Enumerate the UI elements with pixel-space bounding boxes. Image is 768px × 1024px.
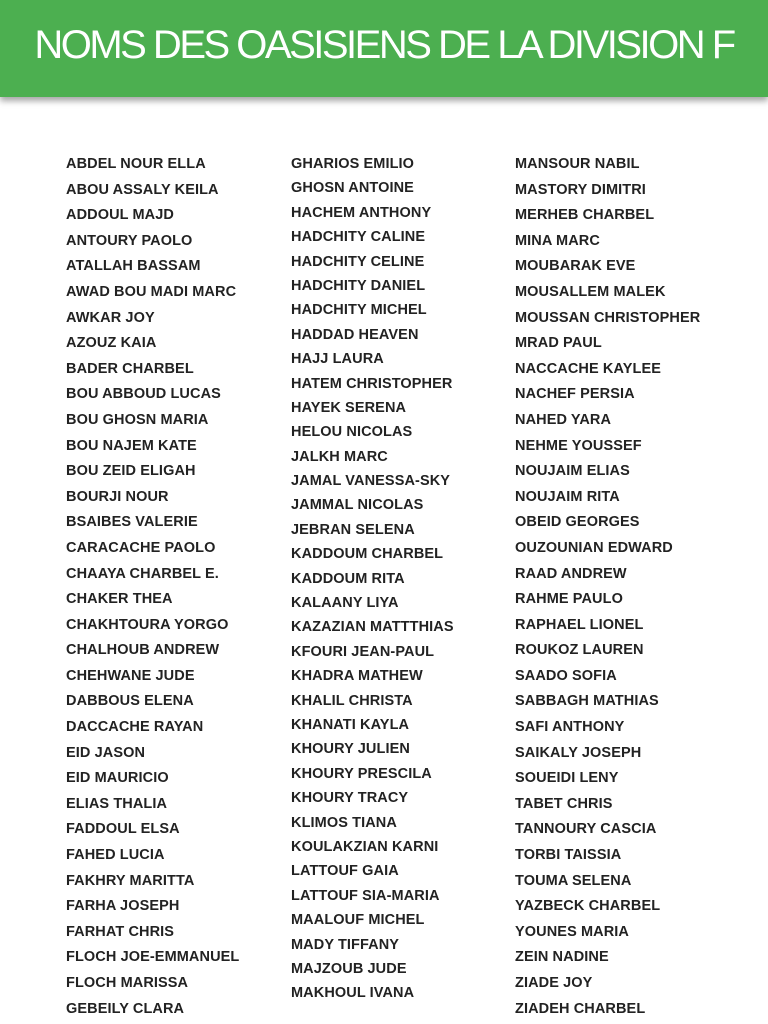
name-item: HELOU NICOLAS bbox=[291, 424, 413, 441]
name-item: KALAANY LIYA bbox=[291, 595, 399, 612]
name-item: NACCACHE KAYLEE bbox=[515, 360, 661, 377]
name-item: ZIADE JOY bbox=[515, 975, 593, 991]
name-item: DACCACHE RAYAN bbox=[66, 719, 204, 736]
name-item: EID MAURICIO bbox=[66, 770, 169, 787]
title-banner bbox=[0, 0, 768, 97]
name-item: GHOSN ANTOINE bbox=[291, 180, 414, 197]
name-item: KADDOUM CHARBEL bbox=[291, 546, 444, 563]
name-item: KOULAKZIAN KARNI bbox=[291, 838, 439, 855]
name-item: HAYEK SERENA bbox=[291, 399, 407, 416]
name-item: NEHME YOUSSEF bbox=[515, 437, 642, 454]
name-item: BOURJI NOUR bbox=[66, 488, 169, 505]
name-item: OUZOUNIAN EDWARD bbox=[515, 539, 673, 556]
name-item: ZEIN NADINE bbox=[515, 949, 609, 966]
name-item: JAMAL VANESSA-SKY bbox=[291, 473, 451, 490]
name-item: MADY TIFFANY bbox=[291, 936, 400, 953]
name-item: SAFI ANTHONY bbox=[515, 719, 625, 736]
name-item: MOUBARAK EVE bbox=[515, 258, 636, 275]
name-item: DABBOUS ELENA bbox=[66, 693, 194, 710]
name-item: HAJJ LAURA bbox=[291, 351, 384, 368]
name-item: KHALIL CHRISTA bbox=[291, 692, 413, 709]
name-item: MAJZOUB JUDE bbox=[291, 960, 407, 977]
name-item: FAHED LUCIA bbox=[66, 847, 165, 864]
names-column-3 bbox=[515, 152, 700, 1022]
name-item: HADCHITY DANIEL bbox=[291, 277, 426, 294]
name-item: NOUJAIM RITA bbox=[515, 488, 620, 505]
name-item: CHALHOUB ANDREW bbox=[66, 642, 220, 659]
name-item: ABOU ASSALY KEILA bbox=[66, 181, 219, 198]
name-item: KADDOUM RITA bbox=[291, 570, 405, 587]
name-item: HADCHITY MICHEL bbox=[291, 302, 427, 319]
name-item: MOUSALLEM MALEK bbox=[515, 283, 666, 300]
name-item: OBEID GEORGES bbox=[515, 514, 640, 531]
name-item: FADDOUL ELSA bbox=[66, 821, 180, 838]
name-item: ABDEL NOUR ELLA bbox=[66, 156, 206, 172]
name-item: HADDAD HEAVEN bbox=[291, 326, 419, 343]
name-item: FLOCH JOE-EMMANUEL bbox=[66, 949, 240, 966]
name-item: CHAAYA CHARBEL E. bbox=[66, 565, 219, 582]
name-item: BOU ZEID ELIGAH bbox=[66, 463, 196, 480]
name-item: KHANATI KAYLA bbox=[291, 716, 410, 733]
name-item: MASTORY DIMITRI bbox=[515, 181, 646, 198]
name-item: HADCHITY CELINE bbox=[291, 253, 425, 270]
name-item: BSAIBES VALERIE bbox=[66, 514, 198, 531]
name-item: ZIADEH CHARBEL bbox=[515, 1000, 646, 1017]
name-item: ANTOURY PAOLO bbox=[66, 232, 193, 249]
name-item: KAZAZIAN MATTTHIAS bbox=[291, 619, 454, 636]
name-item: MERHEB CHARBEL bbox=[515, 207, 655, 224]
name-item: TORBI TAISSIA bbox=[515, 847, 622, 864]
name-item: TABET CHRIS bbox=[515, 795, 613, 812]
name-item: SAADO SOFIA bbox=[515, 667, 617, 684]
name-item: JALKH MARC bbox=[291, 448, 388, 465]
name-item: HATEM CHRISTOPHER bbox=[291, 375, 453, 392]
name-item: TOUMA SELENA bbox=[515, 872, 632, 889]
name-item: SAIKALY JOSEPH bbox=[515, 744, 642, 761]
name-item: MOUSSAN CHRISTOPHER bbox=[515, 309, 701, 326]
name-item: NOUJAIM ELIAS bbox=[515, 463, 630, 480]
name-item: CARACACHE PAOLO bbox=[66, 539, 216, 556]
name-item: LATTOUF SIA-MARIA bbox=[291, 887, 440, 904]
name-item: MANSOUR NABIL bbox=[515, 156, 640, 172]
name-item: ELIAS THALIA bbox=[66, 795, 168, 812]
name-item: MINA MARC bbox=[515, 232, 600, 249]
name-item: MAKHOUL IVANA bbox=[291, 985, 415, 1002]
name-item: KHOURY JULIEN bbox=[291, 741, 410, 758]
name-item: AWAD BOU MADI MARC bbox=[66, 283, 237, 300]
name-item: KHADRA MATHEW bbox=[291, 668, 423, 685]
name-item: FARHAT CHRIS bbox=[66, 923, 175, 940]
name-item: JEBRAN SELENA bbox=[291, 521, 415, 538]
name-item: RAPHAEL LIONEL bbox=[515, 616, 644, 633]
name-item: KFOURI JEAN-PAUL bbox=[291, 643, 435, 660]
name-item: ADDOUL MAJD bbox=[66, 207, 174, 224]
name-item: EID JASON bbox=[66, 744, 146, 761]
name-item: HADCHITY CALINE bbox=[291, 229, 426, 246]
name-item: CHAKHTOURA YORGO bbox=[66, 616, 229, 633]
name-item: FAKHRY MARITTA bbox=[66, 872, 195, 889]
name-item: FLOCH MARISSA bbox=[66, 975, 189, 991]
name-item: SOUEIDI LENY bbox=[515, 770, 619, 787]
names-column-2 bbox=[291, 152, 454, 1006]
name-item: NAHED YARA bbox=[515, 411, 612, 428]
name-item: KLIMOS TIANA bbox=[291, 814, 397, 831]
name-item: HACHEM ANTHONY bbox=[291, 204, 432, 221]
name-item: KHOURY PRESCILA bbox=[291, 765, 432, 782]
name-item: LATTOUF GAIA bbox=[291, 863, 399, 880]
name-item: BOU NAJEM KATE bbox=[66, 437, 197, 454]
name-item: TANNOURY CASCIA bbox=[515, 821, 657, 838]
name-item: KHOURY TRACY bbox=[291, 790, 409, 807]
name-item: RAAD ANDREW bbox=[515, 565, 627, 582]
name-item: YOUNES MARIA bbox=[515, 923, 629, 940]
name-item: MAALOUF MICHEL bbox=[291, 912, 425, 929]
name-item: BOU ABBOUD LUCAS bbox=[66, 386, 221, 403]
name-item: ATALLAH BASSAM bbox=[66, 258, 201, 275]
name-item: MRAD PAUL bbox=[515, 335, 602, 352]
name-item: GEBEILY CLARA bbox=[66, 1000, 185, 1017]
name-item: FARHA JOSEPH bbox=[66, 898, 180, 915]
name-item: BADER CHARBEL bbox=[66, 360, 194, 377]
name-item: NACHEF PERSIA bbox=[515, 386, 635, 403]
name-item: CHEHWANE JUDE bbox=[66, 667, 195, 684]
name-item: YAZBECK CHARBEL bbox=[515, 898, 661, 915]
name-item: RAHME PAULO bbox=[515, 591, 623, 608]
name-item: ROUKOZ LAUREN bbox=[515, 642, 644, 659]
names-column-1 bbox=[66, 152, 239, 1022]
name-item: AZOUZ KAIA bbox=[66, 335, 157, 352]
name-item: JAMMAL NICOLAS bbox=[291, 497, 424, 514]
name-item: CHAKER THEA bbox=[66, 591, 173, 608]
name-item: SABBAGH MATHIAS bbox=[515, 693, 659, 710]
name-item: AWKAR JOY bbox=[66, 309, 155, 326]
name-item: BOU GHOSN MARIA bbox=[66, 411, 209, 428]
page-title: NOMS DES OASISIENS DE LA DIVISION F bbox=[34, 23, 734, 67]
name-item: GHARIOS EMILIO bbox=[291, 156, 415, 172]
